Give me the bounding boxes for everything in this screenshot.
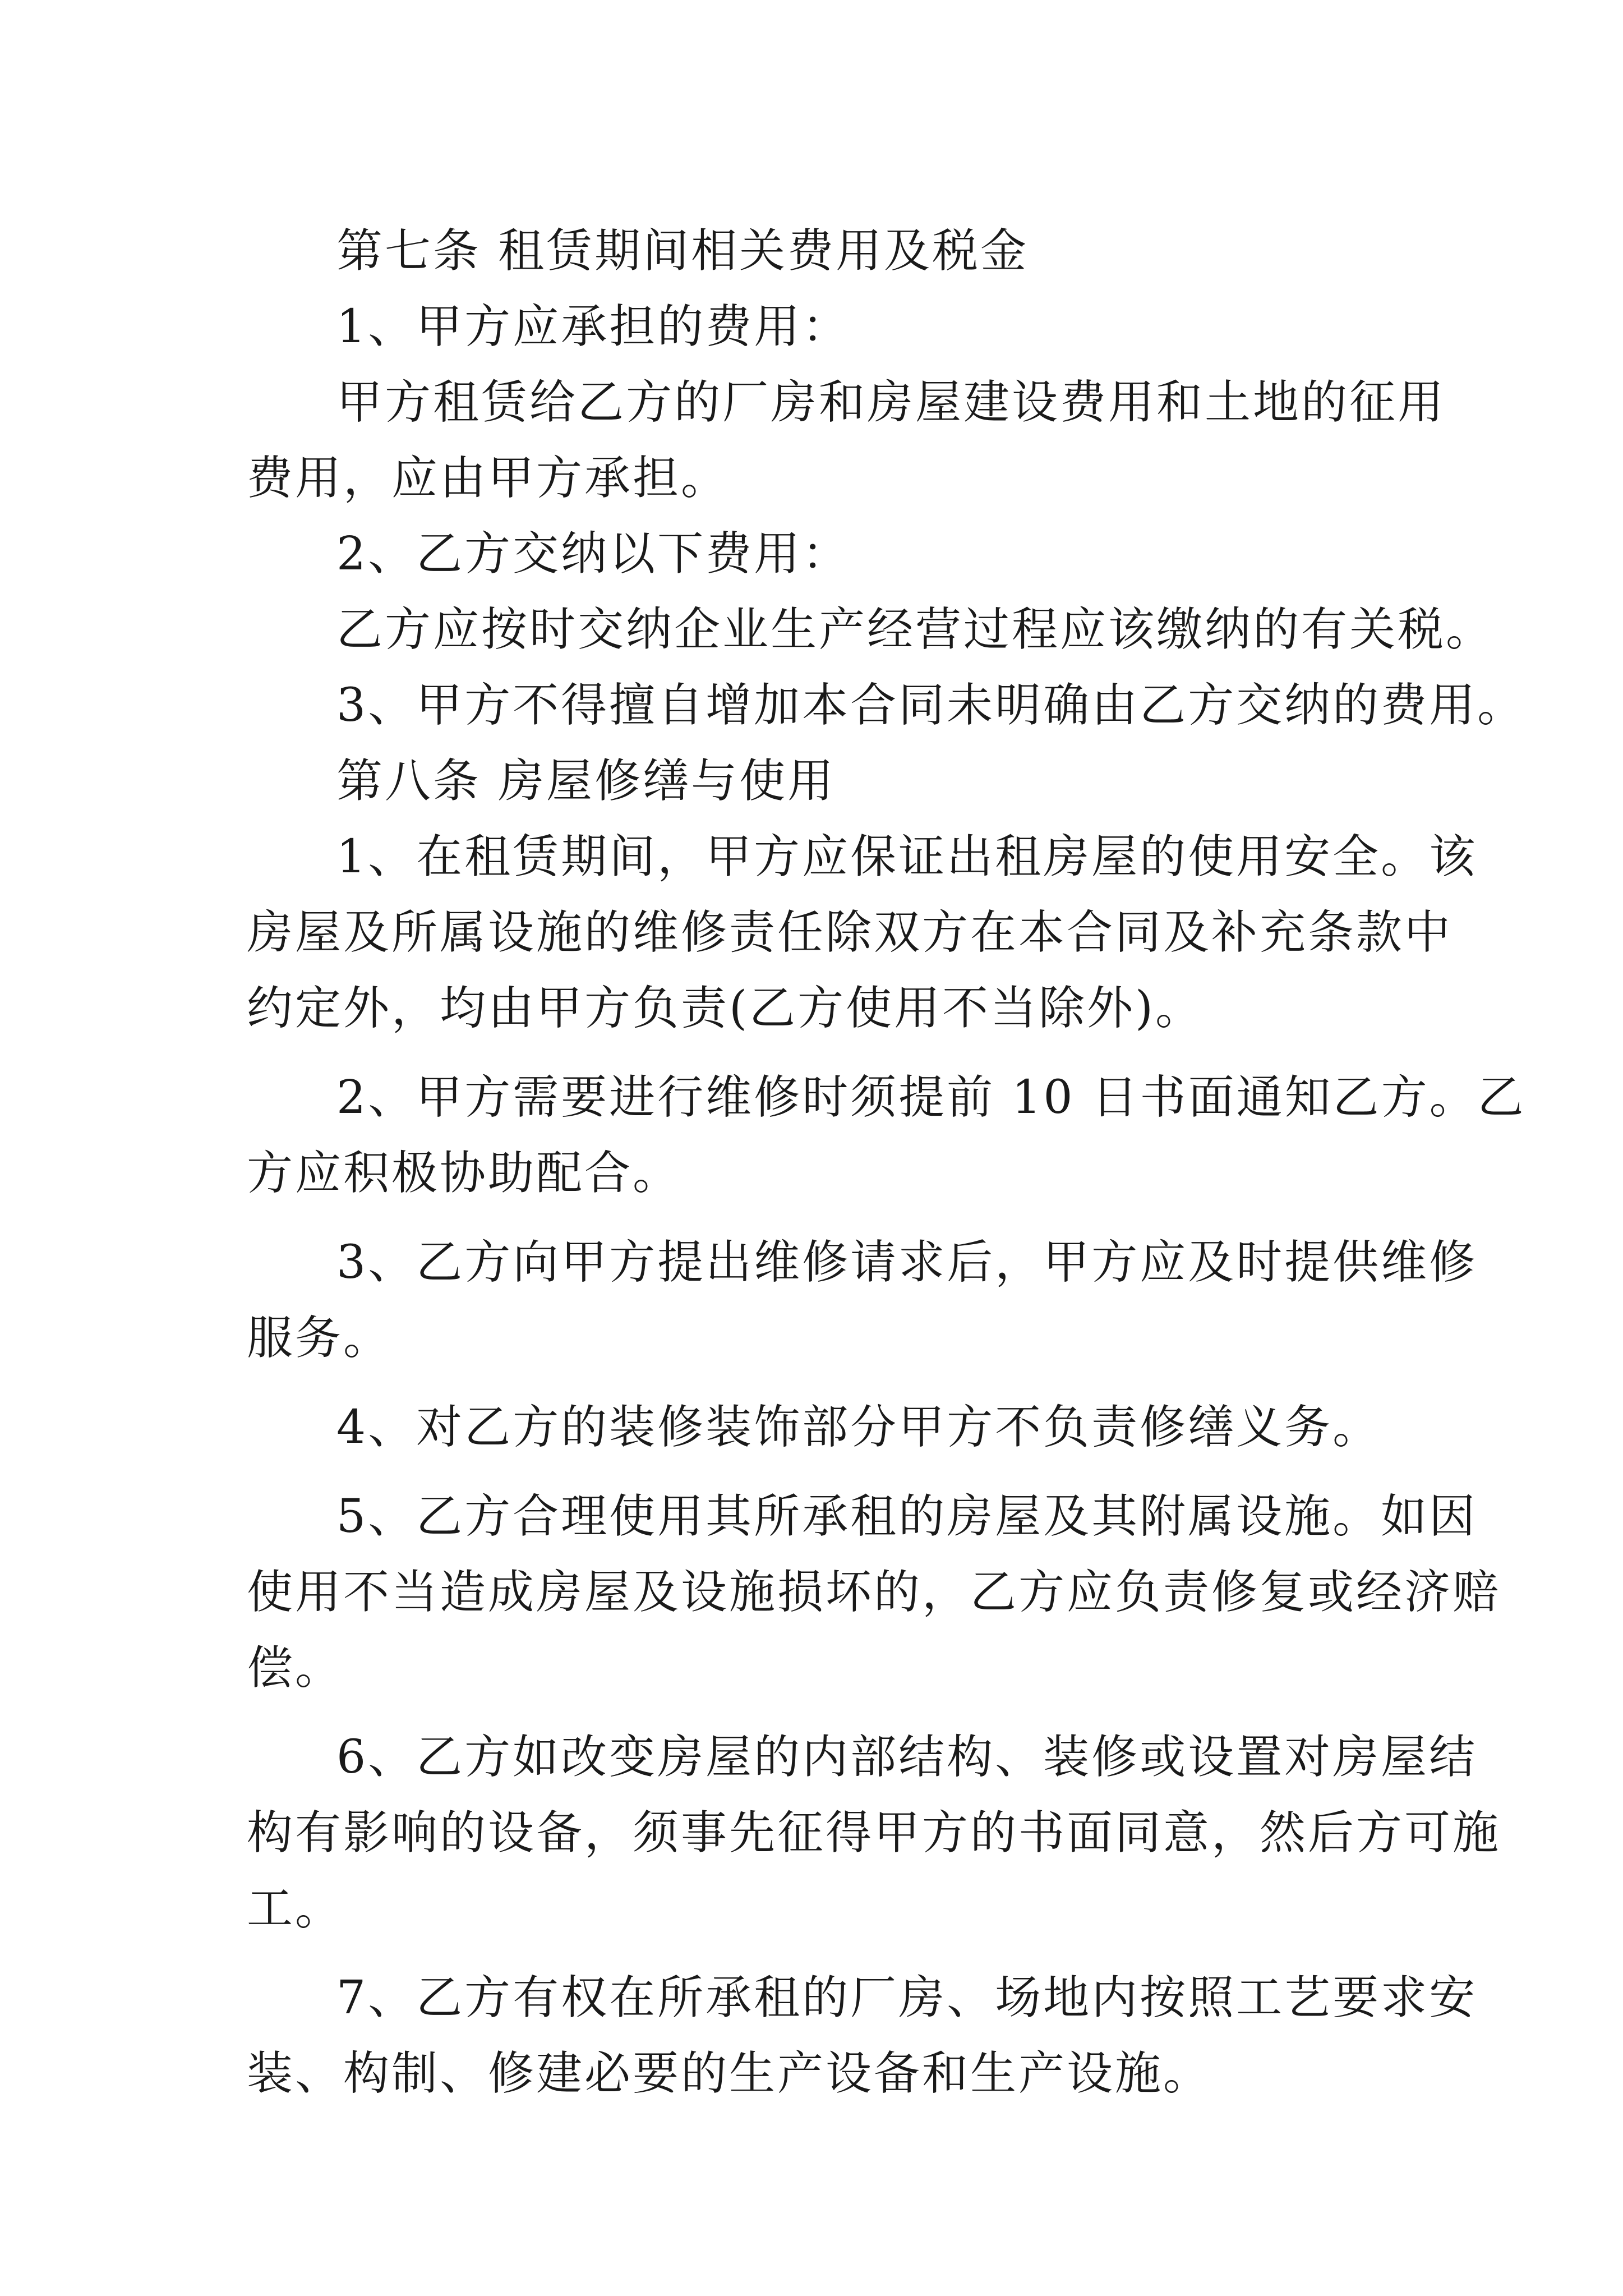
article-8-heading: 第八条 房屋修缮与使用 [336, 754, 836, 808]
paragraph-line: 装、构制、修建必要的生产设备和生产设施。 [247, 2047, 1212, 2100]
paragraph-line: 2、乙方交纳以下费用： [336, 527, 851, 581]
paragraph-line: 房屋及所属设施的维修责任除双方在本合同及补充条款中 [247, 906, 1453, 959]
paragraph-line: 4、对乙方的装修装饰部分甲方不负责修缮义务。 [336, 1401, 1381, 1454]
paragraph-line: 3、甲方不得擅自增加本合同未明确由乙方交纳的费用。 [336, 679, 1526, 732]
paragraph-line: 约定外，均由甲方负责(乙方使用不当除外)。 [247, 982, 1204, 1035]
paragraph-line: 方应积极协助配合。 [247, 1147, 681, 1200]
paragraph-line: 7、乙方有权在所承租的厂房、场地内按照工艺要求安 [336, 1971, 1478, 2024]
paragraph-line: 1、在租赁期间，甲方应保证出租房屋的使用安全。该 [336, 830, 1478, 884]
paragraph-line: 工。 [247, 1882, 344, 1935]
paragraph-line: 偿。 [247, 1641, 344, 1695]
paragraph-line: 3、乙方向甲方提出维修请求后，甲方应及时提供维修 [336, 1236, 1478, 1289]
paragraph-line: 2、甲方需要进行维修时须提前 10 日书面通知乙方。乙 [336, 1071, 1526, 1124]
paragraph-line: 使用不当造成房屋及设施损坏的，乙方应负责修复或经济赔 [247, 1566, 1501, 1619]
paragraph-line: 5、乙方合理使用其所承租的房屋及其附属设施。如因 [336, 1490, 1478, 1543]
paragraph-line: 1、甲方应承担的费用： [336, 300, 851, 353]
article-7-heading: 第七条 租赁期间相关费用及税金 [336, 224, 1029, 278]
paragraph-line: 甲方租赁给乙方的厂房和房屋建设费用和土地的征用 [336, 376, 1446, 429]
paragraph-line: 服务。 [247, 1312, 392, 1365]
paragraph-line: 6、乙方如改变房屋的内部结构、装修或设置对房屋结 [336, 1731, 1478, 1784]
paragraph-line: 构有影响的设备，须事先征得甲方的书面同意，然后方可施 [247, 1806, 1501, 1860]
paragraph-line: 乙方应按时交纳企业生产经营过程应该缴纳的有关税。 [336, 603, 1495, 656]
document-body [247, 213, 1526, 2111]
paragraph-line: 费用，应由甲方承担。 [247, 452, 730, 505]
